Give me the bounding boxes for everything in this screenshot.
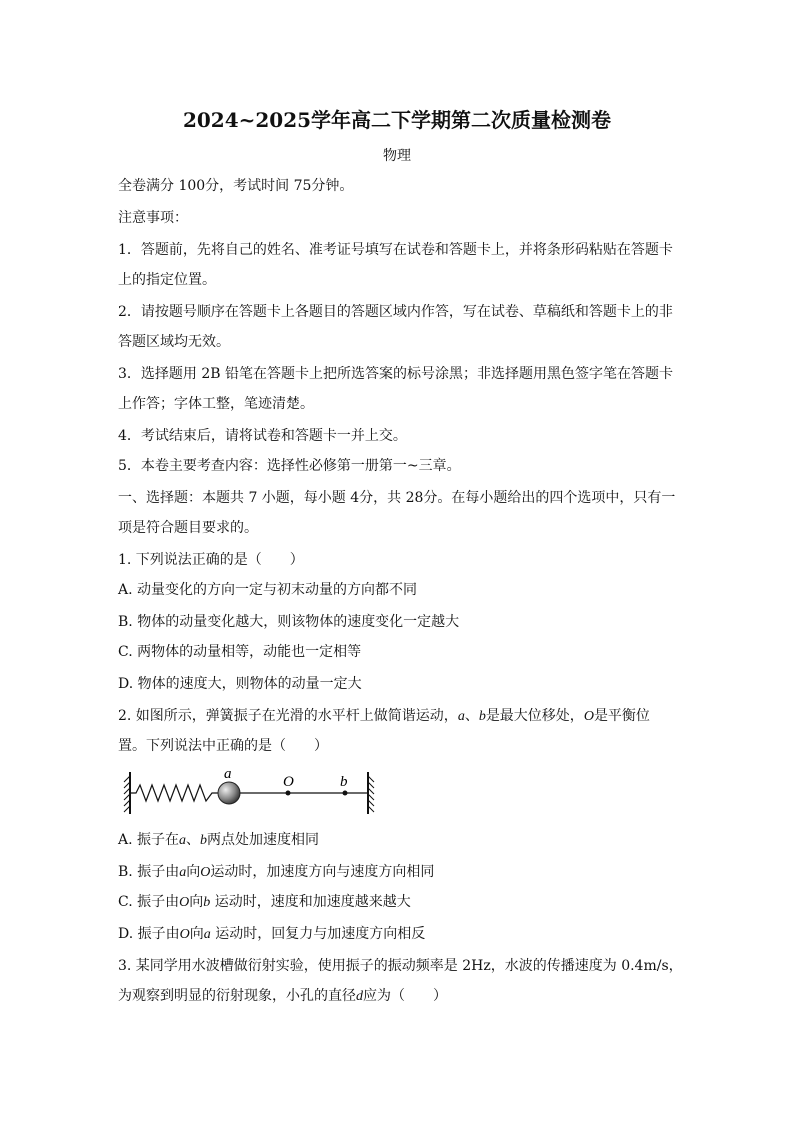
exam-title: 2024~2025学年高二下学期第二次质量检测卷 (182, 108, 612, 132)
opt-var: a (203, 927, 211, 942)
label-b: b (340, 774, 348, 790)
notice-heading: 注意事项： (118, 210, 188, 226)
question-1-option-b: B. 物体的动量变化越大，则该物体的速度变化一定越大 (118, 614, 460, 630)
q2-stem-text: 2. 如图所示，弹簧振子在光滑的水平杆上做简谐运动， (118, 708, 458, 724)
oscillator-ball (218, 782, 240, 804)
opt-var: b (203, 895, 211, 910)
subject-label: 物理 (383, 148, 411, 164)
opt-var: O (200, 865, 211, 880)
opt-text: D. 振子由 (118, 926, 180, 942)
label-a: a (224, 766, 232, 782)
question-3-stem-cont (118, 986, 447, 1007)
q3-var-d: d (356, 989, 363, 1004)
notice-line: 答题区域均无效。 (118, 334, 230, 350)
q2-sep: 、 (464, 708, 479, 724)
point-o-dot (286, 791, 291, 796)
spring-oscillator-figure (118, 764, 388, 820)
question-3-stem: 3. 某同学用水波槽做衍射实验，使用振子的振动频率是 2Hz，水波的传播速度为 0.4m/s， (118, 958, 683, 974)
notice-line: 1．答题前，先将自己的姓名、准考证号填写在试卷和答题卡上，并将条形码粘贴在答题卡 (118, 242, 673, 258)
opt-text: 向 (189, 894, 204, 910)
question-1-option-d: D. 物体的速度大，则物体的动量一定大 (118, 676, 362, 692)
q2-var-o: O (583, 709, 594, 724)
question-2-option-b (118, 862, 434, 883)
opt-text: 向 (186, 864, 201, 880)
opt-var: O (179, 927, 190, 942)
question-2-option-c (118, 892, 411, 913)
notice-line: 上的指定位置。 (118, 272, 216, 288)
question-1-option-c: C. 两物体的动量相等，动能也一定相等 (118, 644, 362, 660)
opt-text: A. 振子在 (118, 832, 180, 848)
question-2-option-d (118, 924, 425, 945)
opt-text: 运动时，速度和加速度越来越大 (210, 894, 411, 910)
label-o: O (283, 774, 294, 790)
opt-var: b (200, 833, 208, 848)
notice-line: 5．本卷主要考查内容：选择性必修第一册第一~三章。 (118, 458, 461, 474)
opt-text: C. 振子由 (118, 894, 180, 910)
notice-line: 上作答；字体工整，笔迹清楚。 (118, 396, 314, 412)
question-1-option-a: A. 动量变化的方向一定与初末动量的方向都不同 (118, 582, 418, 598)
notice-line: 2．请按题号顺序在答题卡上各题目的答题区域内作答，写在试卷、草稿纸和答题卡上的非 (118, 304, 673, 320)
section-heading: 一、选择题：本题共 7 小题，每小题 4分，共 28分。在每小题给出的四个选项中，只有一 (118, 490, 676, 506)
question-2-option-a (118, 830, 319, 851)
opt-text: 两点处加速度相同 (207, 832, 320, 848)
question-1-stem: 1. 下列说法正确的是（ ） (118, 552, 304, 568)
q2-var-a: a (457, 709, 465, 724)
point-b-dot (343, 791, 348, 796)
opt-text: 、 (186, 832, 201, 848)
question-2-stem (118, 706, 650, 727)
opt-var: O (179, 895, 190, 910)
opt-text: B. 振子由 (118, 864, 180, 880)
notice-line: 3．选择题用 2B 铅笔在答题卡上把所选答案的标号涂黑；非选择题用黑色签字笔在答题卡 (118, 366, 674, 382)
opt-text: 运动时，加速度方向与速度方向相同 (210, 864, 435, 880)
opt-var: a (179, 833, 187, 848)
q2-var-b: b (478, 709, 486, 724)
q3-text: 为观察到明显的衍射现象，小孔的直径 (118, 988, 356, 1004)
q2-stem-text: 是最大位移处， (485, 708, 584, 724)
question-2-stem-cont: 置。下列说法中正确的是（ ） (118, 738, 328, 754)
spring-icon (130, 785, 218, 801)
intro-text: 全卷满分 100分，考试时间 75分钟。 (118, 178, 354, 194)
q2-stem-text: 是平衡位 (593, 708, 650, 724)
opt-text: 向 (189, 926, 204, 942)
opt-var: a (179, 865, 187, 880)
notice-line: 4．考试结束后，请将试卷和答题卡一并上交。 (118, 428, 407, 444)
opt-text: 运动时，回复力与加速度方向相反 (210, 926, 426, 942)
section-heading-cont: 项是符合题目要求的。 (118, 520, 258, 536)
q3-text: 应为（ ） (363, 988, 447, 1004)
